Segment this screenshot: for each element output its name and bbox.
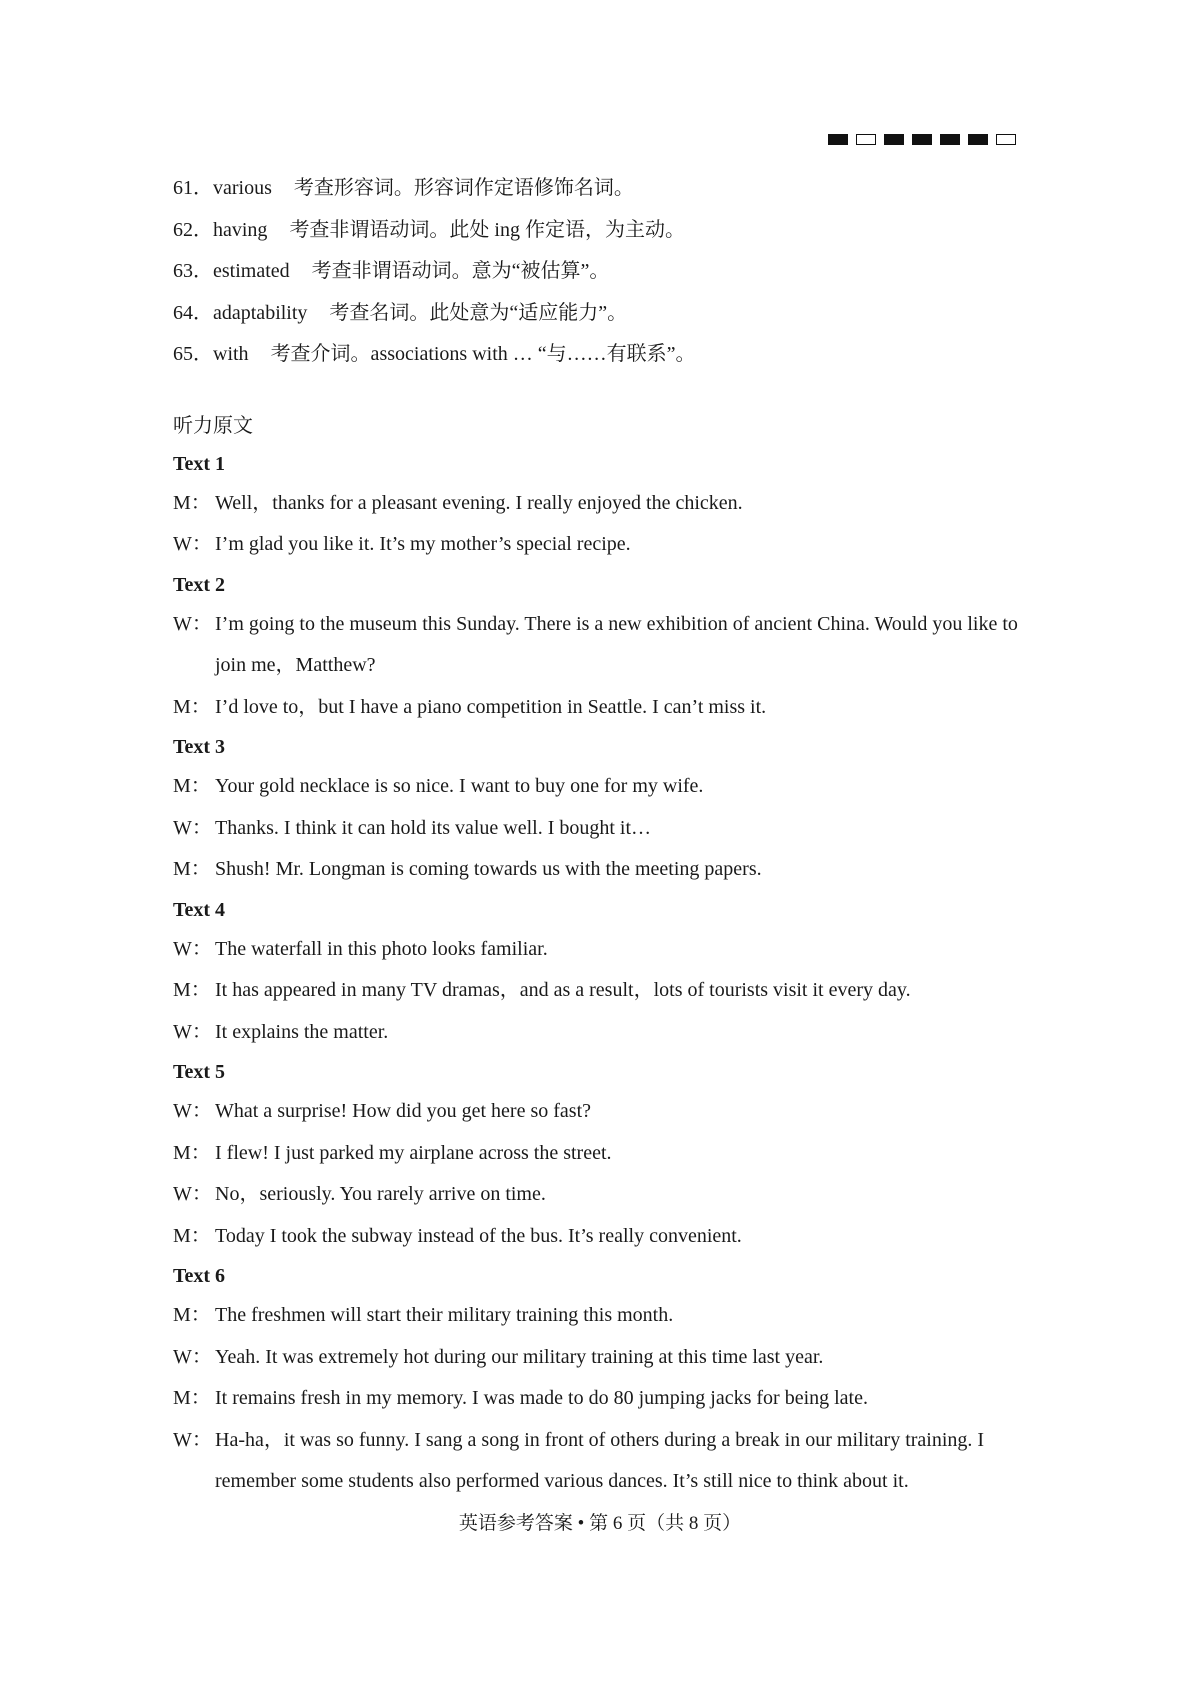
dialogue-line	[173, 1420, 1048, 1503]
utterance: Shush! Mr. Longman is coming towards us with the meeting papers.	[215, 858, 762, 880]
speaker: M：	[173, 1141, 211, 1164]
answer-word: adaptability	[213, 301, 308, 324]
utterance: Your gold necklace is so nice. I want to buy one for my wife.	[215, 775, 704, 797]
answer-number: 62．	[173, 218, 213, 241]
dialogue-line	[173, 970, 1048, 1012]
dialogue-line	[173, 808, 1048, 850]
dialogue-line	[173, 929, 1048, 971]
answer-64	[173, 293, 1048, 335]
answer-number: 61．	[173, 177, 213, 199]
utterance: I’d love to，but I have a piano competition in Seattle. I can’t miss it.	[215, 695, 767, 718]
speaker: M：	[173, 775, 211, 797]
answer-explanation: 考查形容词。形容词作定语修饰名词。	[293, 177, 634, 199]
utterance: The freshmen will start their military training this month.	[215, 1304, 674, 1326]
section-title: 听力原文	[173, 412, 253, 437]
answer-word: estimated	[213, 260, 290, 282]
text-1-title: Text 1	[173, 452, 226, 475]
answer-explanation: 考查非谓语动词。意为“被估算”。	[311, 260, 610, 282]
answer-61	[173, 168, 1048, 210]
utterance: No，seriously. You rarely arrive on time.	[215, 1183, 546, 1205]
utterance: It has appeared in many TV dramas，and as a result，lots of tourists visit it every day.	[215, 979, 911, 1001]
answer-number: 65．	[173, 343, 213, 365]
speaker: W：	[173, 937, 212, 960]
dialogue-line	[173, 1012, 1048, 1054]
speaker: M：	[173, 1224, 211, 1247]
header-mark	[968, 134, 988, 145]
dialogue-line	[173, 1216, 1048, 1258]
speaker: M：	[173, 979, 211, 1001]
header-marks	[828, 134, 1016, 145]
dialogue-line	[173, 687, 1048, 729]
header-mark	[940, 134, 960, 145]
speaker: W：	[173, 612, 212, 635]
utterance: What a surprise! How did you get here so fast?	[215, 1100, 591, 1122]
dialogue-line	[173, 604, 1048, 687]
answer-65	[173, 334, 1048, 376]
utterance: I’m going to the museum this Sunday. There is a new exhibition of ancient China. Would you like to join me，Matthew?	[215, 612, 1018, 676]
speaker: M：	[173, 1387, 211, 1409]
dialogue-line	[173, 1337, 1048, 1379]
text-4-title: Text 4	[173, 898, 226, 921]
utterance: The waterfall in this photo looks familiar.	[215, 937, 548, 960]
answer-number: 64．	[173, 301, 213, 324]
speaker: M：	[173, 491, 211, 514]
page-content	[173, 168, 1048, 1503]
speaker: W：	[173, 1183, 212, 1205]
header-mark	[828, 134, 848, 145]
speaker: W：	[173, 1020, 212, 1043]
text-5-title: Text 5	[173, 1061, 226, 1083]
answer-63	[173, 251, 1048, 293]
speaker: W：	[173, 533, 212, 555]
speaker: M：	[173, 1304, 211, 1326]
dialogue-line	[173, 483, 1048, 525]
answer-number: 63．	[173, 260, 213, 282]
utterance: It explains the matter.	[215, 1020, 389, 1043]
header-mark	[884, 134, 904, 145]
speaker: W：	[173, 816, 212, 839]
utterance: Today I took the subway instead of the bus. It’s really convenient.	[215, 1224, 742, 1247]
utterance: Yeah. It was extremely hot during our military training at this time last year.	[215, 1345, 824, 1368]
answer-word: various	[213, 177, 272, 199]
utterance: It remains fresh in my memory. I was made to do 80 jumping jacks for being late.	[215, 1387, 868, 1409]
page-footer: 英语参考答案 • 第 6 页（共 8 页）	[458, 1513, 742, 1534]
dialogue-line	[173, 849, 1048, 891]
text-6-title: Text 6	[173, 1265, 226, 1287]
dialogue-line	[173, 1091, 1048, 1133]
header-mark	[912, 134, 932, 145]
utterance: I’m glad you like it. It’s my mother’s special recipe.	[215, 533, 631, 555]
dialogue-line	[173, 1133, 1048, 1175]
utterance: Thanks. I think it can hold its value well. I bought it…	[215, 816, 652, 839]
utterance: Ha-ha，it was so funny. I sang a song in front of others during a break in our military training. I remember some students also performed various dances. It’s still nice to think about it.	[215, 1428, 985, 1492]
header-mark	[856, 134, 876, 145]
header-mark	[996, 134, 1016, 145]
dialogue-line	[173, 1174, 1048, 1216]
dialogue-line	[173, 524, 1048, 566]
speaker: M：	[173, 858, 211, 880]
answer-explanation: 考查名词。此处意为“适应能力”。	[329, 301, 628, 324]
speaker: W：	[173, 1428, 212, 1451]
dialogue-line	[173, 1295, 1048, 1337]
text-3-title: Text 3	[173, 736, 226, 758]
dialogue-line	[173, 766, 1048, 808]
speaker: W：	[173, 1345, 212, 1368]
answer-explanation: 考查非谓语动词。此处 ing 作定语，为主动。	[289, 218, 685, 241]
answer-explanation: 考查介词。associations with … “与……有联系”。	[270, 343, 696, 365]
utterance: I flew! I just parked my airplane across the street.	[215, 1141, 612, 1164]
speaker: W：	[173, 1100, 212, 1122]
answer-word: having	[213, 218, 268, 241]
utterance: Well，thanks for a pleasant evening. I really enjoyed the chicken.	[215, 491, 743, 514]
text-2-title: Text 2	[173, 573, 226, 596]
answer-62	[173, 210, 1048, 252]
speaker: M：	[173, 695, 211, 718]
dialogue-line	[173, 1378, 1048, 1420]
answer-word: with	[213, 343, 249, 365]
